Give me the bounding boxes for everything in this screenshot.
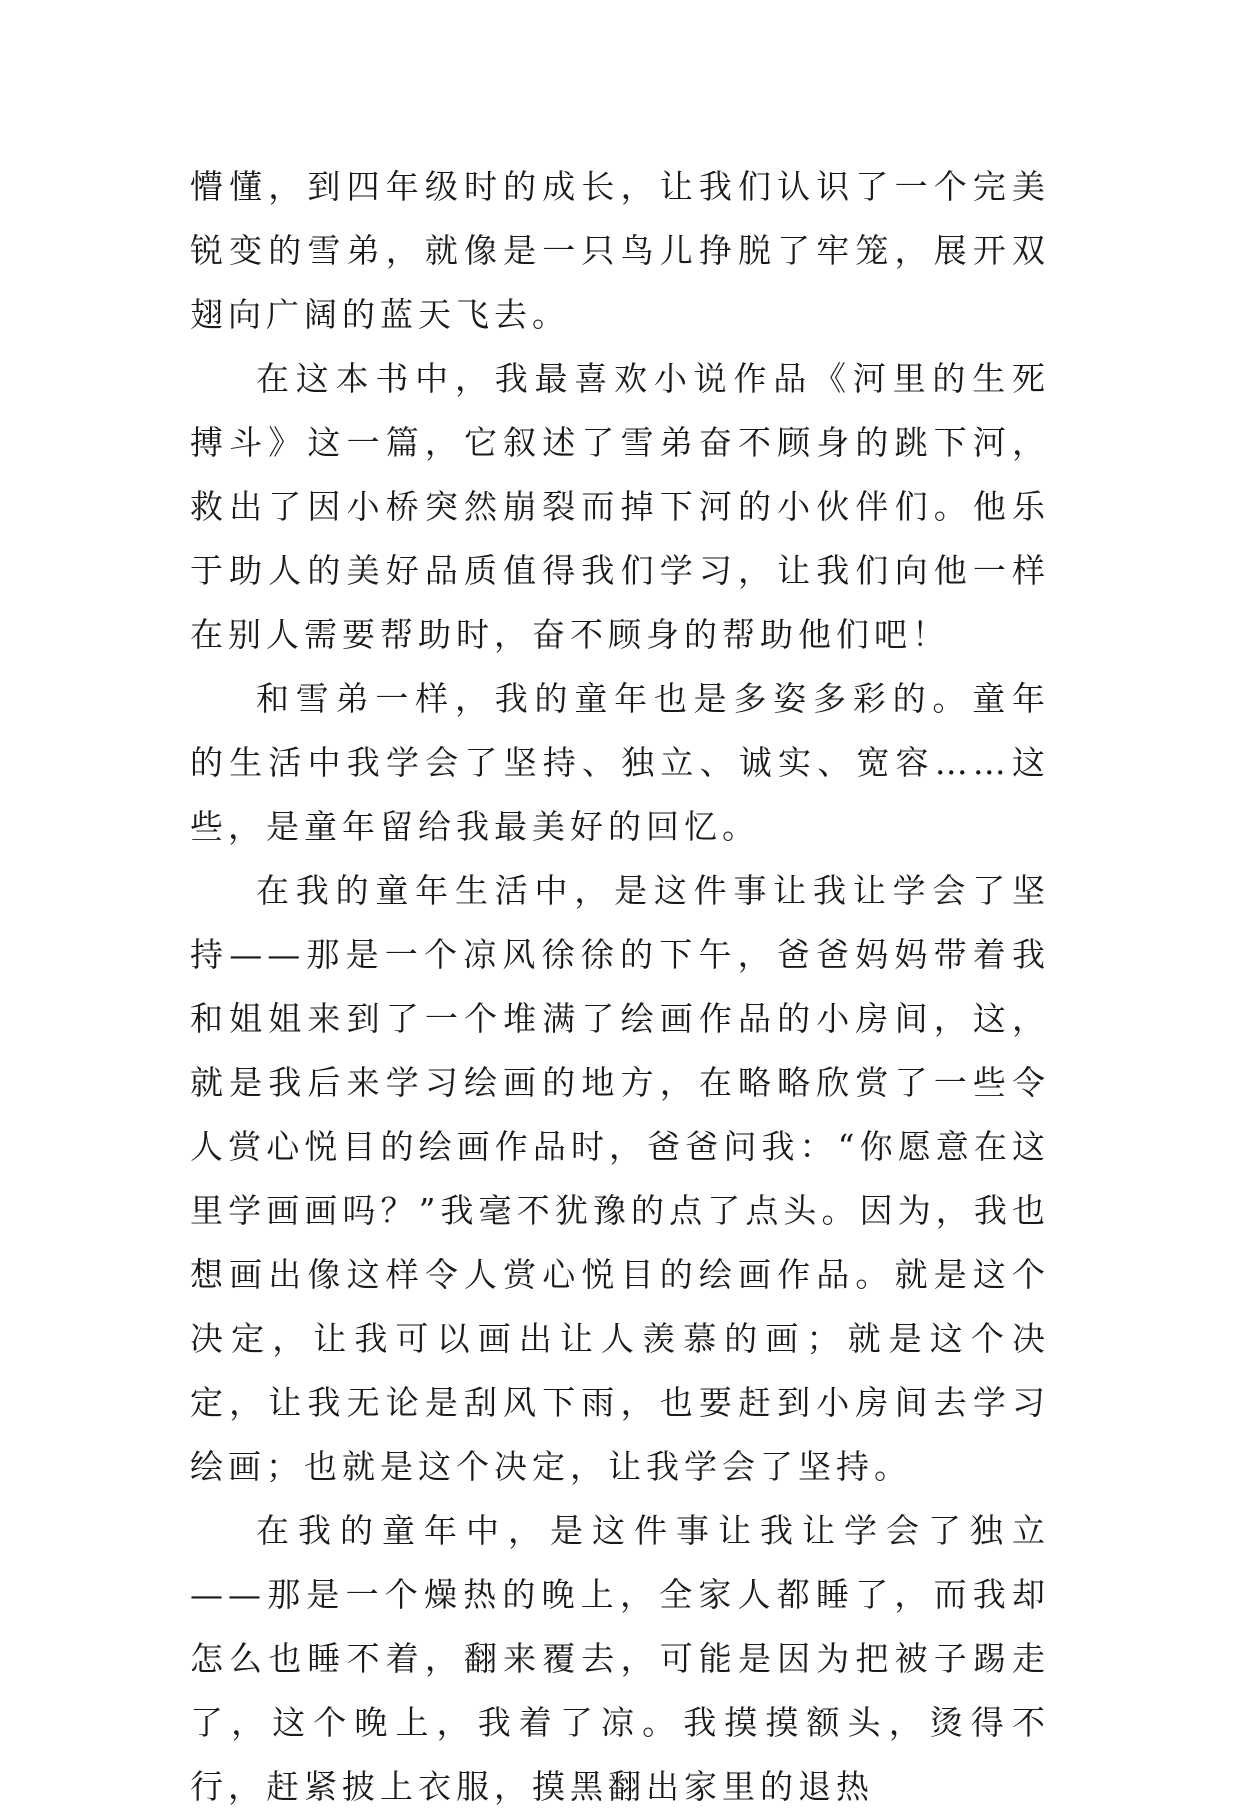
paragraph-5: 在我的童年中，是这件事让我让学会了独立——那是一个燥热的晚上，全家人都睡了，而我却怎么也睡不着，翻来覆去，可能是因为把被子踢走了，这个晚上，我着了凉。我摸摸额头，烫得不行，赶紧披上衣服，摸黑翻出家里的退热 <box>190 1511 1050 1806</box>
paragraph-2: 在这本书中，我最喜欢小说作品《河里的生死搏斗》这一篇，它叙述了雪弟奋不顾身的跳下河，救出了因小桥突然崩裂而掉下河的小伙伴们。他乐于助人的美好品质值得我们学习，让我们向他一样在别人需要帮助时，奋不顾身的帮助他们吧！ <box>190 359 1050 654</box>
paragraph-3: 和雪弟一样，我的童年也是多姿多彩的。童年的生活中我学会了坚持、独立、诚实、宽容……这些，是童年留给我最美好的回忆。 <box>190 679 1050 846</box>
paragraph-1: 懵懂，到四年级时的成长，让我们认识了一个完美锐变的雪弟，就像是一只鸟儿挣脱了牢笼，展开双翅向广阔的蓝天飞去。 <box>190 167 1050 334</box>
paragraph-4: 在我的童年生活中，是这件事让我让学会了坚持——那是一个凉风徐徐的下午，爸爸妈妈带着我和姐姐来到了一个堆满了绘画作品的小房间，这，就是我后来学习绘画的地方，在略略欣赏了一些令人赏心悦目的绘画作品时，爸爸问我：“你愿意在这里学画画吗？”我毫不犹豫的点了点头。因为，我也想画出像这样令人赏心悦目的绘画作品。就是这个决定，让我可以画出让人羡慕的画；就是这个决定，让我无论是刮风下雨，也要赶到小房间去学习绘画；也就是这个决定，让我学会了坚持。 <box>190 871 1050 1486</box>
document-body <box>190 155 1050 1819</box>
